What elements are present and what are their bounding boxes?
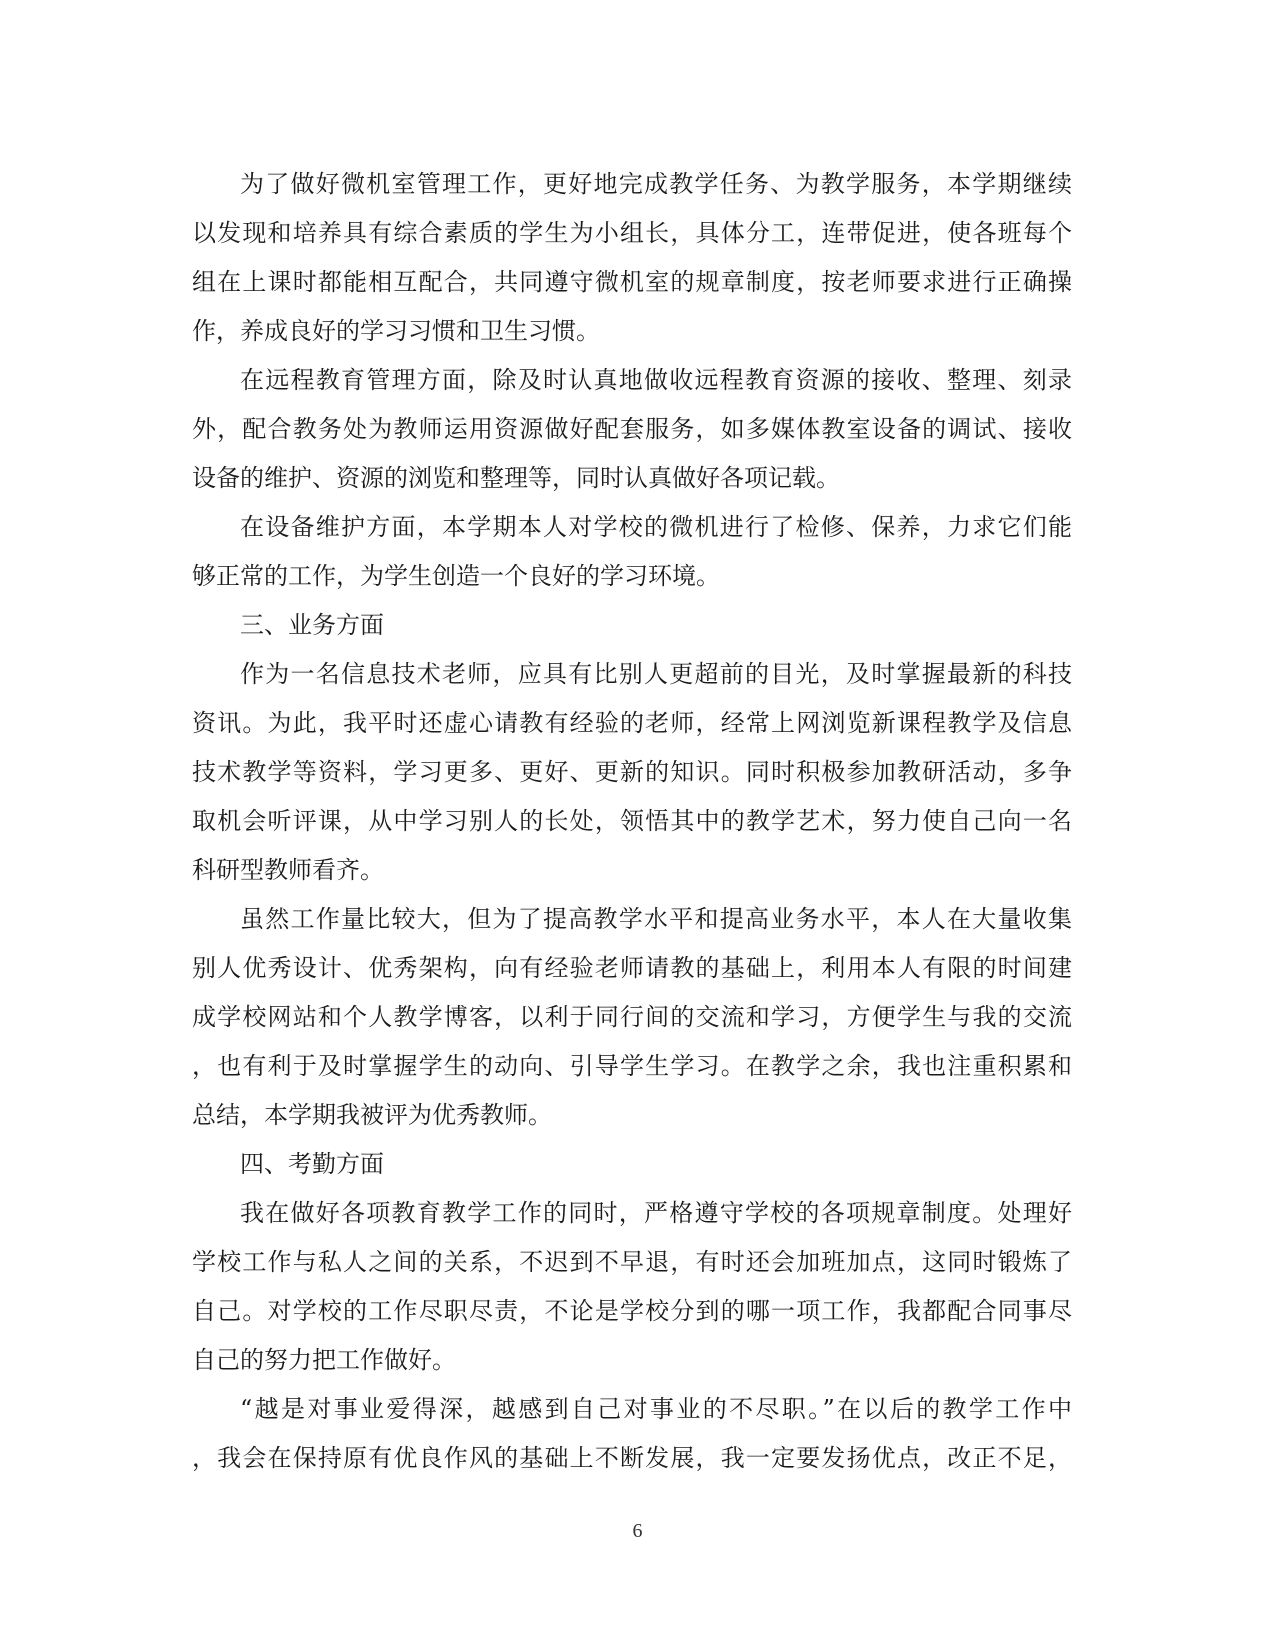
paragraph-line: 虽然工作量比较大，但为了提高教学水平和提高业务水平，本人在大量收集	[240, 905, 1072, 933]
page-number: 6	[632, 1520, 643, 1542]
paragraph-line: 够正常的工作，为学生创造一个良好的学习环境。	[192, 562, 720, 590]
paragraph-line: 设备的维护、资源的浏览和整理等，同时认真做好各项记载。	[192, 464, 840, 492]
paragraph-line: 资讯。为此，我平时还虚心请教有经验的老师，经常上网浏览新课程教学及信息	[192, 709, 1072, 737]
paragraph-line: 在远程教育管理方面，除及时认真地做收远程教育资源的接收、整理、刻录	[240, 366, 1072, 394]
paragraph-line: ，我会在保持原有优良作风的基础上不断发展，我一定要发扬优点，改正不足，	[192, 1444, 1072, 1472]
paragraph-line: 作，养成良好的学习习惯和卫生习惯。	[192, 317, 600, 345]
paragraph-line: 总结，本学期我被评为优秀教师。	[192, 1101, 552, 1129]
section-heading: 四、考勤方面	[240, 1150, 384, 1178]
paragraph-line: “越是对事业爱得深，越感到自己对事业的不尽职。”在以后的教学工作中	[240, 1395, 1072, 1423]
paragraph-line: 学校工作与私人之间的关系，不迟到不早退，有时还会加班加点，这同时锻炼了	[192, 1248, 1072, 1276]
paragraph-line: 科研型教师看齐。	[192, 856, 384, 884]
paragraph-line: 组在上课时都能相互配合，共同遵守微机室的规章制度，按老师要求进行正确操	[192, 268, 1072, 296]
paragraph-line: 成学校网站和个人教学博客，以利于同行间的交流和学习，方便学生与我的交流	[192, 1003, 1072, 1031]
paragraph-line: ，也有利于及时掌握学生的动向、引导学生学习。在教学之余，我也注重积累和	[192, 1052, 1072, 1080]
paragraph-line: 作为一名信息技术老师，应具有比别人更超前的目光，及时掌握最新的科技	[240, 660, 1072, 688]
document-body	[192, 160, 1072, 1483]
paragraph-line: 别人优秀设计、优秀架构，向有经验老师请教的基础上，利用本人有限的时间建	[192, 954, 1072, 982]
paragraph-line: 取机会听评课，从中学习别人的长处，领悟其中的教学艺术，努力使自己向一名	[192, 807, 1072, 835]
paragraph-line: 为了做好微机室管理工作，更好地完成教学任务、为教学服务，本学期继续	[240, 170, 1072, 198]
paragraph-line: 在设备维护方面，本学期本人对学校的微机进行了检修、保养，力求它们能	[240, 513, 1072, 541]
paragraph-line: 自己的努力把工作做好。	[192, 1346, 456, 1374]
paragraph-line: 我在做好各项教育教学工作的同时，严格遵守学校的各项规章制度。处理好	[240, 1199, 1072, 1227]
paragraph-line: 技术教学等资料，学习更多、更好、更新的知识。同时积极参加教研活动，多争	[192, 758, 1072, 786]
section-heading: 三、业务方面	[240, 611, 384, 639]
paragraph-line: 外，配合教务处为教师运用资源做好配套服务，如多媒体教室设备的调试、接收	[192, 415, 1072, 443]
paragraph-line: 以发现和培养具有综合素质的学生为小组长，具体分工，连带促进，使各班每个	[192, 219, 1072, 247]
paragraph-line: 自己。对学校的工作尽职尽责，不论是学校分到的哪一项工作，我都配合同事尽	[192, 1297, 1072, 1325]
